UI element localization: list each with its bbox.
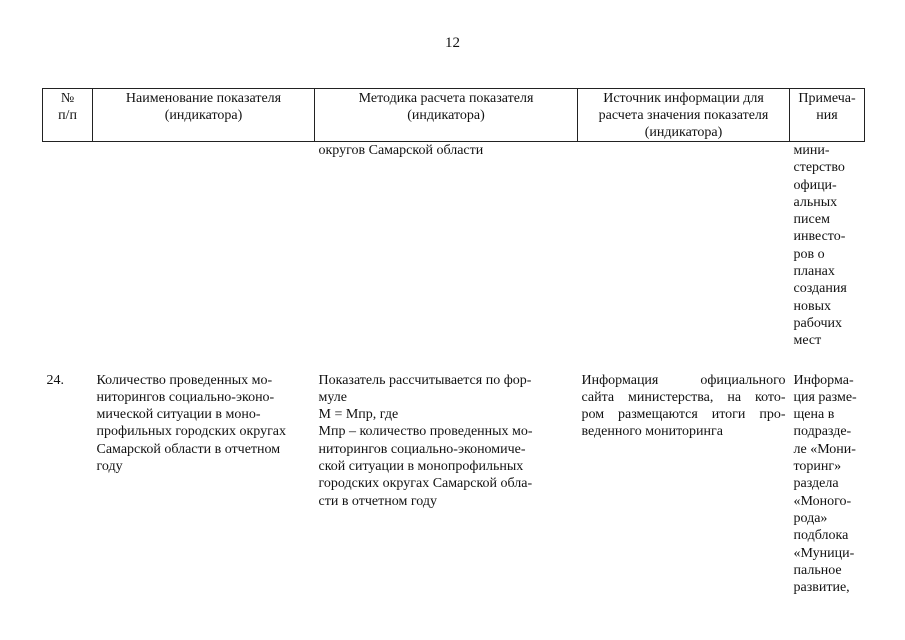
header-notes: Примеча- ния	[790, 89, 865, 142]
header-number: № п/п	[43, 89, 93, 142]
cell-information-source	[578, 372, 790, 597]
table-row-24	[43, 372, 865, 597]
cell-information-source	[578, 142, 790, 372]
cell-number	[43, 142, 93, 372]
cell-indicator-name	[93, 142, 315, 372]
header-indicator-name: Наименование показателя (индикатора)	[93, 89, 315, 142]
cell-calculation-method: Показатель рассчитывается по фор- муле М = Мпр, где Мпр – количество проведенных мо- ниторингов социально-экономиче- ской ситуации в монопрофильных городских округах Самарской обла- сти в отчетном году	[318, 372, 533, 509]
indicator-table	[42, 88, 865, 596]
cell-notes: мини- стерство офици- альных писем инвесто- ров о планах создания новых рабочих мест	[793, 143, 847, 349]
page-number: 12	[445, 35, 460, 51]
cell-calculation-method: округов Самарской области	[318, 143, 484, 158]
header-calculation-method: Методика расчета показателя (индикатора)	[315, 89, 578, 142]
cell-number: 24.	[46, 372, 64, 388]
cell-indicator-name: Количество проведенных мо- ниторингов социально-эконо- мической ситуации в моно- профильных городских округах Самарской области в отчетном году	[96, 372, 287, 475]
header-information-source: Источник информации для расчета значения показателя (индикатора)	[578, 89, 790, 142]
source-line: ром размещаются итоги про-	[581, 407, 786, 423]
cell-notes: Информа- ция разме- щена в подразде- ле «Мони- торинг» раздела «Моного- рода» подблока «Муници- пальное развитие,	[793, 372, 857, 596]
table-header-row	[43, 89, 865, 142]
source-line: веденного мониторинга	[581, 424, 723, 440]
source-line: сайта министерства, на кото-	[581, 389, 786, 405]
table-row-continuation	[43, 142, 865, 372]
source-line: Информация официального	[581, 372, 786, 388]
